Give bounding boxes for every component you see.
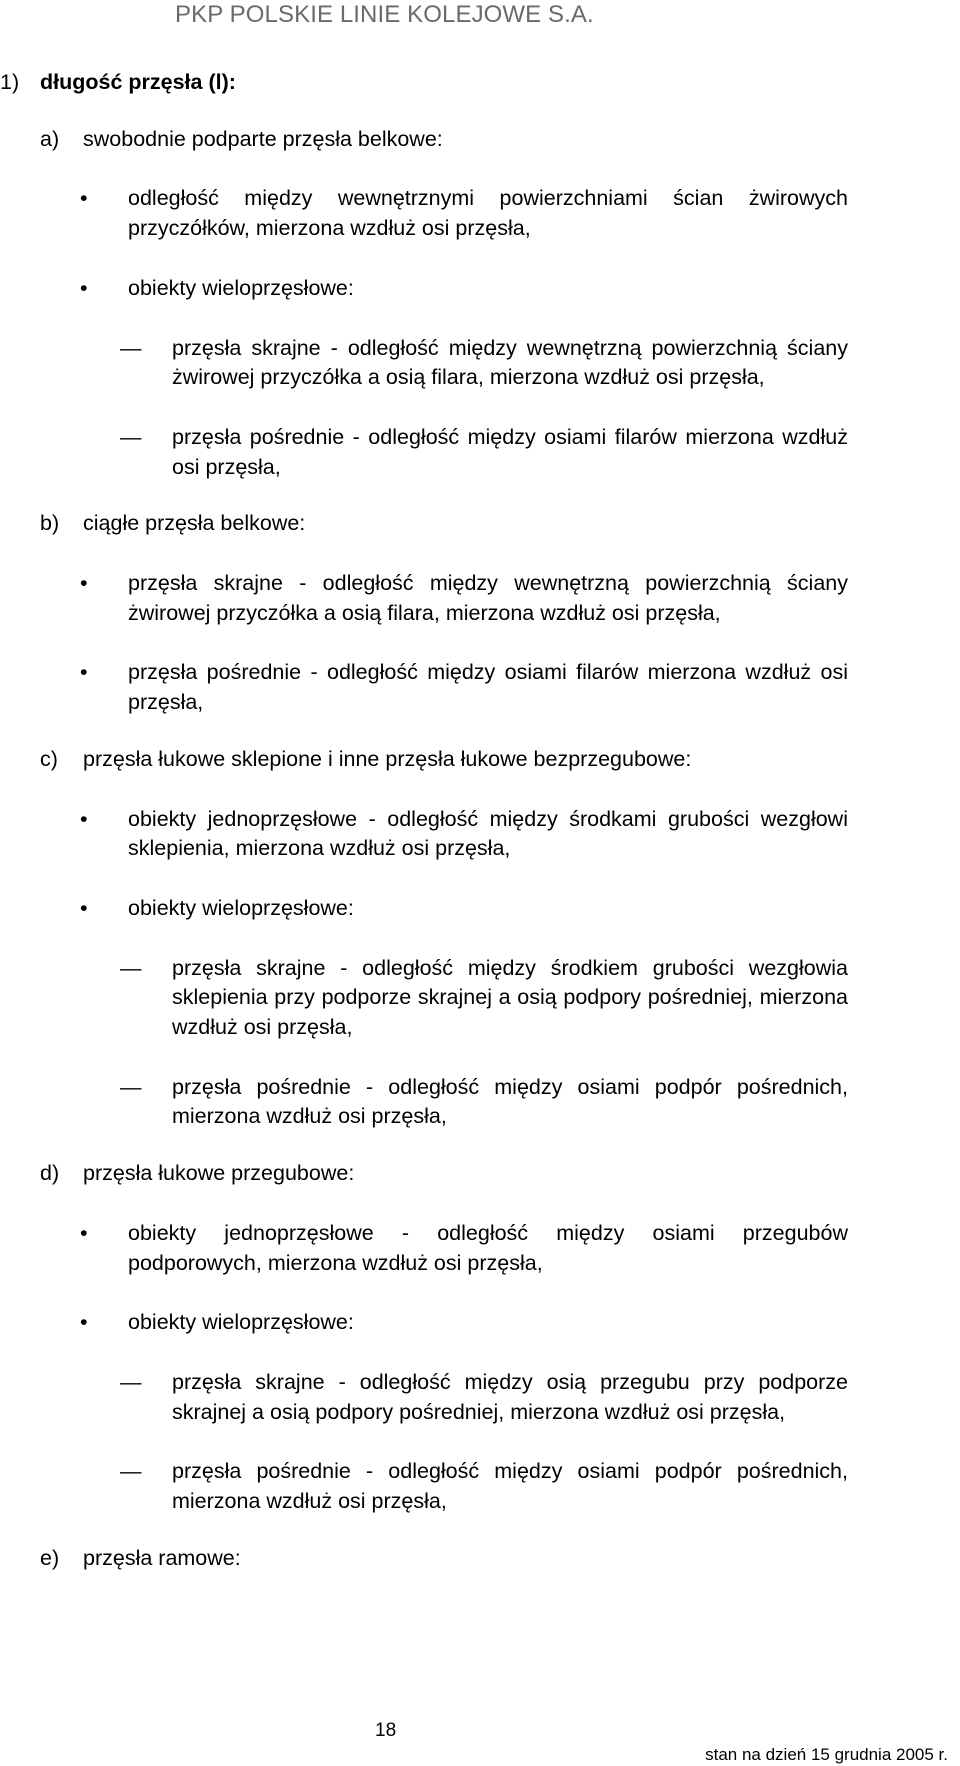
- sub-list-item: [0, 1368, 848, 1427]
- item-heading-text: ciągłe przęsła belkowe:: [83, 511, 306, 536]
- sub-list-item: [0, 1073, 848, 1132]
- dash-icon: —: [120, 335, 142, 360]
- dash-icon: —: [120, 1074, 142, 1099]
- list-item-text: przęsła skrajne - odległość między wewnętrzną powierzchnią ściany żwirowej przyczółka a osią filara, mierzona wzdłuż osi przęsła,: [128, 571, 848, 625]
- bullet-icon: •: [80, 275, 88, 300]
- sub-list-item-text: przęsła skrajne - odległość między osią przegubu przy podporze skrajnej a osią podpory pośredniej, mierzona wzdłuż osi przęsła,: [172, 1369, 848, 1424]
- item-c-heading: [0, 745, 960, 775]
- list-item: [0, 894, 848, 924]
- item-heading-text: swobodnie podparte przęsła belkowe:: [83, 126, 443, 151]
- document-body: [0, 64, 960, 1574]
- item-label: e): [40, 1545, 60, 1570]
- item-e-heading: [0, 1544, 960, 1574]
- dash-icon: —: [120, 1459, 142, 1484]
- item-a-heading: [0, 125, 960, 155]
- item-label: a): [40, 126, 60, 151]
- section-heading: [0, 68, 960, 98]
- sub-list-item-text: przęsła pośrednie - odległość między osiami podpór pośrednich, mierzona wzdłuż osi przęsła,: [172, 1074, 848, 1129]
- footer-date: stan na dzień 15 grudnia 2005 r.: [705, 1745, 948, 1764]
- list-item-text: przęsła pośrednie - odległość między osiami filarów mierzona wzdłuż osi przęsła,: [128, 660, 848, 715]
- list-item-text: obiekty wieloprzęsłowe:: [128, 895, 354, 920]
- bullet-icon: •: [80, 895, 88, 920]
- section-number: 1): [0, 70, 20, 94]
- item-heading-text: przęsła łukowe sklepione i inne przęsła łukowe bezprzegubowe:: [83, 746, 692, 771]
- sub-list-item: [0, 334, 848, 393]
- sub-list-item: [0, 423, 848, 482]
- sub-list-item-text: przęsła pośrednie - odległość między osiami podpór pośrednich, mierzona wzdłuż osi przęsła,: [172, 1459, 848, 1514]
- sub-list-item-text: przęsła skrajne - odległość między środkiem grubości wezgłowia sklepienia przy podporze skrajnej a osią podpory pośredniej, mierzona wzdłuż osi przęsła,: [172, 955, 848, 1040]
- document-header: PKP POLSKIE LINIE KOLEJOWE S.A.: [175, 1, 594, 28]
- item-heading-text: przęsła ramowe:: [83, 1545, 241, 1570]
- list-item: [0, 658, 848, 717]
- dash-icon: —: [120, 955, 142, 980]
- dash-icon: —: [120, 424, 142, 449]
- list-item: [0, 184, 848, 243]
- list-item-text: obiekty jednoprzęsłowe - odległość między środkami grubości wezgłowi sklepienia, mierzona wzdłuż osi przęsła,: [128, 806, 848, 861]
- bullet-icon: •: [80, 806, 88, 831]
- list-item: [0, 1219, 848, 1278]
- list-item-text: obiekty wieloprzęsłowe:: [128, 275, 354, 300]
- item-b-heading: [0, 509, 960, 539]
- item-heading-text: przęsła łukowe przegubowe:: [83, 1161, 355, 1186]
- list-item: [0, 569, 848, 628]
- item-label: c): [40, 746, 58, 771]
- list-item: [0, 274, 848, 304]
- item-d-heading: [0, 1159, 960, 1189]
- bullet-icon: •: [80, 660, 88, 685]
- sub-list-item: [0, 1457, 848, 1516]
- bullet-icon: •: [80, 571, 88, 596]
- bullet-icon: •: [80, 1220, 88, 1245]
- page-number: 18: [375, 1720, 397, 1741]
- bullet-icon: •: [80, 1310, 88, 1335]
- list-item: [0, 805, 848, 864]
- dash-icon: —: [120, 1369, 142, 1394]
- sub-list-item-text: przęsła pośrednie - odległość między osiami filarów mierzona wzdłuż osi przęsła,: [172, 424, 848, 479]
- list-item-text: odległość między wewnętrznymi powierzchniami ścian żwirowych przyczółków, mierzona wzdłuż osi przęsła,: [128, 186, 848, 241]
- list-item-text: obiekty wieloprzęsłowe:: [128, 1310, 354, 1335]
- list-item-text: obiekty jednoprzęsłowe - odległość między osiami przegubów podporowych, mierzona wzdłuż osi przęsła,: [128, 1220, 848, 1275]
- section-title: długość przęsła (l):: [40, 70, 236, 94]
- sub-list-item-text: przęsła skrajne - odległość między wewnętrzną powierzchnią ściany żwirowej przyczółka a osią filara, mierzona wzdłuż osi przęsła,: [172, 335, 848, 390]
- item-label: b): [40, 511, 60, 536]
- item-label: d): [40, 1161, 60, 1186]
- sub-list-item: [0, 954, 848, 1043]
- list-item: [0, 1308, 848, 1338]
- bullet-icon: •: [80, 186, 88, 211]
